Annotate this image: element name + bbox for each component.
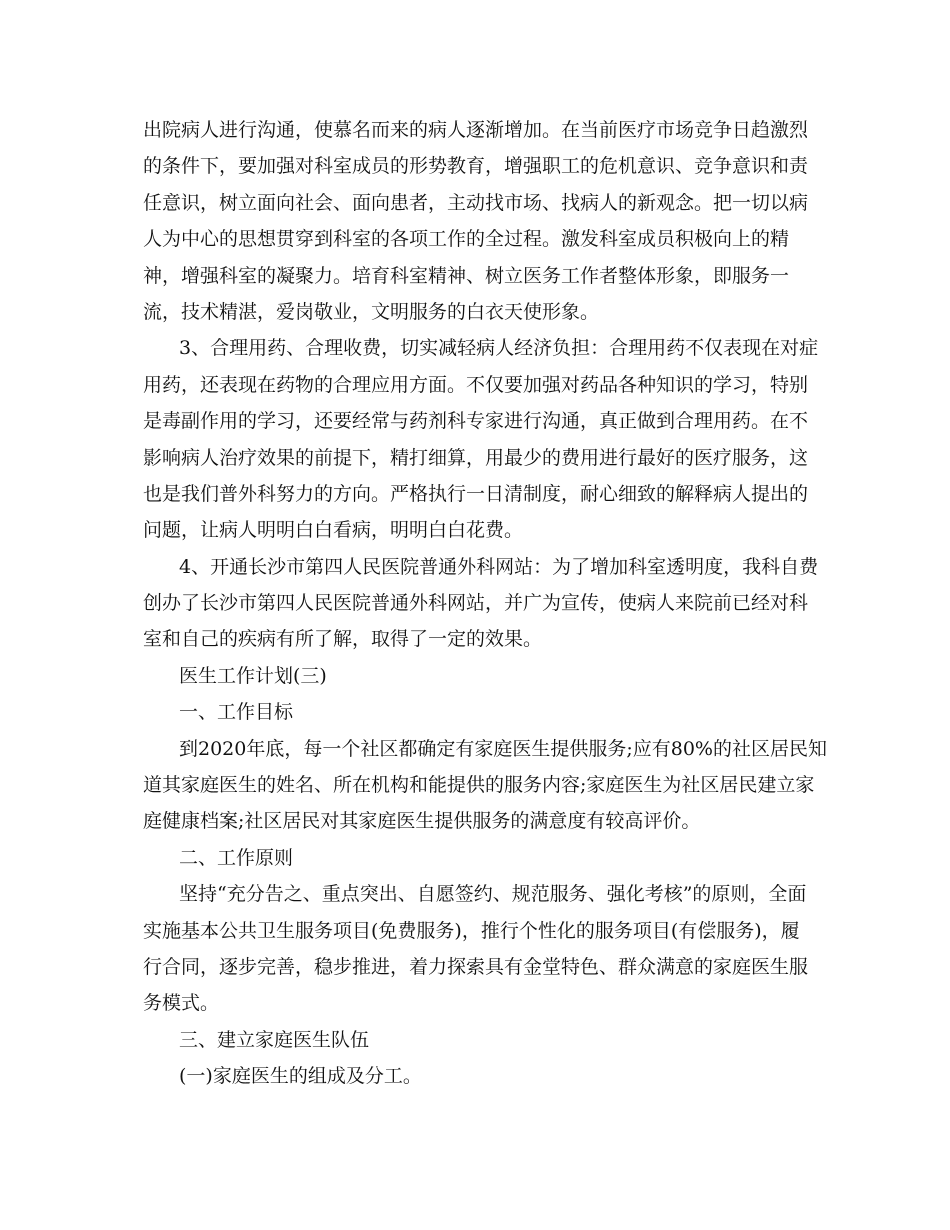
text-line: 行合同，逐步完善，稳步推进，着力探索具有金堂特色、群众满意的家庭医生服	[143, 955, 809, 978]
text-line: 庭健康档案;社区居民对其家庭医生提供服务的满意度有较高评价。	[143, 810, 701, 833]
text-line: 出院病人进行沟通，使慕名而来的病人逐渐增加。在当前医疗市场竞争日趋激烈	[143, 119, 809, 141]
subsection-heading: 二、工作原则	[179, 846, 294, 869]
subsection-goals	[143, 694, 843, 730]
text-line: 人为中心的思想贯穿到科室的各项工作的全过程。激发科室成员积极向上的精	[143, 228, 790, 251]
sub-item-heading: (一)家庭医生的组成及分工。	[179, 1065, 422, 1088]
text-line: 是毒副作用的学习，还要经常与药剂科专家进行沟通，真正做到合理用药。在不	[143, 410, 809, 433]
subsection-heading: 一、工作目标	[179, 701, 294, 724]
paragraph-goals	[143, 731, 843, 840]
text-line: 坚持“充分告之、重点突出、自愿签约、规范服务、强化考核”的原则，全面	[179, 883, 807, 906]
subsection-heading: 三、建立家庭医生队伍	[179, 1028, 370, 1051]
text-line: 流，技术精湛，爱岗敬业，文明服务的白衣天使形象。	[143, 300, 600, 323]
text-line: 4、开通长沙市第四人民医院普通外科网站：为了增加科室透明度，我科自费	[179, 555, 819, 578]
text-line: 到2020年底，每一个社区都确定有家庭医生提供服务;应有80%的社区居民知	[179, 737, 827, 760]
text-line: 用药，还表现在药物的合理应用方面。不仅要加强对药品各种知识的学习，特别	[143, 373, 809, 396]
paragraph-item-4	[143, 549, 843, 658]
text-line: 室和自己的疾病有所了解，取得了一定的效果。	[143, 628, 543, 651]
text-line: 3、合理用药、合理收费，切实减轻病人经济负担：合理用药不仅表现在对症	[179, 337, 819, 360]
text-line: 务模式。	[143, 992, 220, 1015]
document-body	[143, 112, 843, 1095]
text-line: 任意识，树立面向社会、面向患者，主动找市场、找病人的新观念。把一切以病	[143, 191, 809, 214]
text-line: 神，增强科室的凝聚力。培育科室精神、树立医务工作者整体形象，即服务一	[143, 264, 790, 287]
text-line: 影响病人治疗效果的前提下，精打细算，用最少的费用进行最好的医疗服务，这	[143, 446, 809, 469]
text-line: 实施基本公共卫生服务项目(免费服务)，推行个性化的服务项目(有偿服务)，履	[143, 919, 800, 942]
subsection-team	[143, 1022, 843, 1058]
text-line: 的条件下，要加强对科室成员的形势教育，增强职工的危机意识、竞争意识和责	[143, 155, 809, 178]
subsection-principles	[143, 840, 843, 876]
paragraph-item-3	[143, 330, 843, 548]
paragraph-continuation	[143, 112, 843, 330]
sub-item-composition	[143, 1058, 843, 1094]
text-line: 问题，让病人明明白白看病，明明白白花费。	[143, 519, 524, 542]
paragraph-principles	[143, 876, 843, 1022]
text-line: 也是我们普外科努力的方向。严格执行一日清制度，耐心细致的解释病人提出的	[143, 482, 809, 505]
section-title	[143, 658, 843, 694]
text-line: 创办了长沙市第四人民医院普通外科网站，并广为宣传，使病人来院前已经对科	[143, 592, 809, 615]
section-heading: 医生工作计划(三)	[179, 664, 327, 687]
text-line: 道其家庭医生的姓名、所在机构和能提供的服务内容;家庭医生为社区居民建立家	[143, 774, 815, 797]
